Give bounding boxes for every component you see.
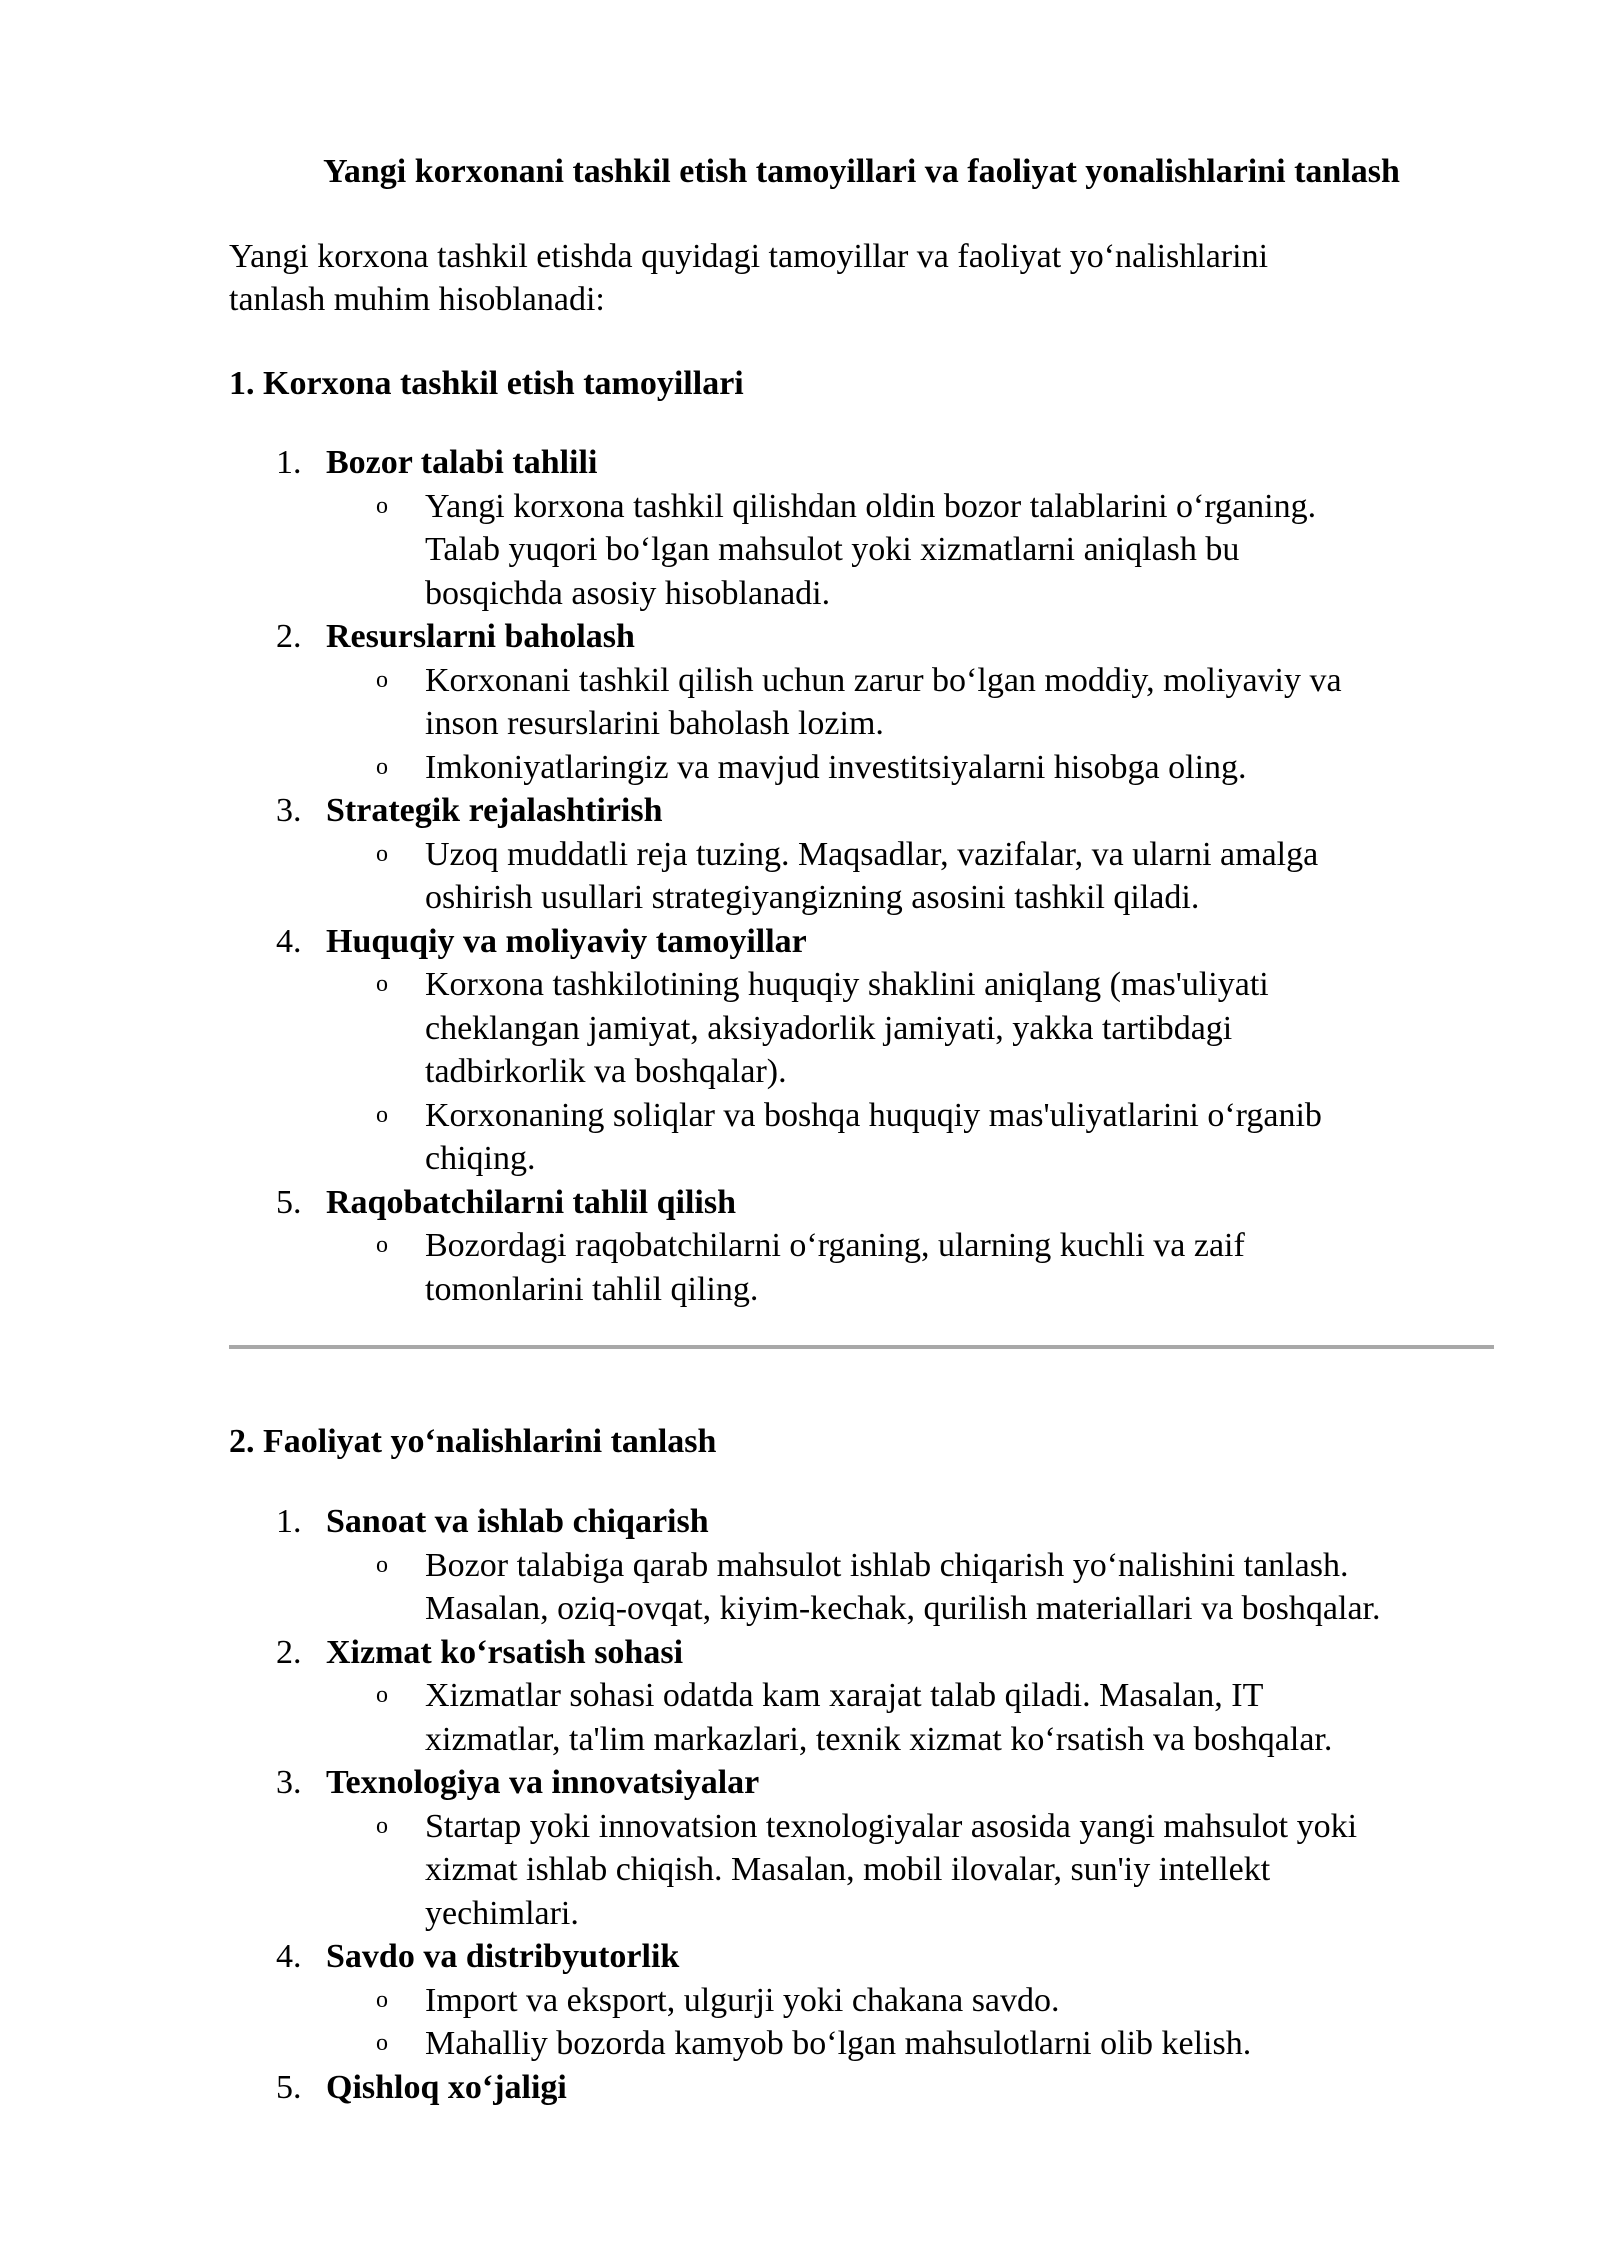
principles-list	[229, 441, 1494, 1311]
sub-bullet-text	[425, 833, 1494, 920]
sub-bullet-text	[425, 746, 1494, 790]
sub-bullet-line: xizmatlar, ta'lim markazlari, texnik xizmat ko‘rsatish va boshqalar.	[425, 1720, 1333, 1758]
sub-bullet-line: Xizmatlar sohasi odatda kam xarajat talab qiladi. Masalan, IT	[425, 1677, 1264, 1714]
bullet-marker-icon: o	[376, 971, 388, 997]
bullet-marker-icon: o	[376, 1232, 388, 1258]
list-item-number: 3.	[276, 1764, 302, 1801]
sub-bullet-line: yechimlari.	[425, 1894, 579, 1932]
list-item-header	[229, 615, 1494, 659]
bullet-marker-icon: o	[376, 666, 388, 693]
sub-bullet	[229, 1094, 1494, 1181]
list-item-number: 3.	[276, 792, 302, 829]
list-item-title: Sanoat va ishlab chiqarish	[326, 1503, 709, 1540]
bullet-marker-icon: o	[376, 1682, 388, 1708]
sub-bullet-line: Imkoniyatlaringiz va mavjud investitsiyalarni hisobga oling.	[425, 748, 1247, 786]
list-item-number: 1.	[276, 444, 302, 481]
sub-bullet-line: Talab yuqori bo‘lgan mahsulot yoki xizmatlarni aniqlash bu	[425, 531, 1240, 568]
list-item-header	[229, 789, 1494, 833]
list-item	[229, 920, 1494, 1181]
list-item-number: 4.	[276, 1938, 302, 1975]
sub-bullet-line: Korxona tashkilotining huquqiy shaklini aniqlang (mas'uliyati	[425, 966, 1269, 1003]
list-item-title: Texnologiya va innovatsiyalar	[326, 1764, 760, 1801]
bullet-marker-icon: o	[376, 1101, 388, 1128]
sub-bullet-line: Bozor talabiga qarab mahsulot ishlab chiqarish yo‘nalishini tanlash.	[425, 1546, 1349, 1584]
list-item	[229, 1181, 1494, 1312]
sub-bullet	[229, 746, 1494, 790]
sub-bullet-line: Masalan, oziq-ovqat, kiyim-kechak, qurilish materiallari va boshqalar.	[425, 1590, 1381, 1627]
sub-bullet-line: chiqing.	[425, 1140, 536, 1177]
sub-bullet-line: tadbirkorlik va boshqalar).	[425, 1053, 787, 1090]
horizontal-divider	[229, 1345, 1494, 1349]
sub-bullet	[229, 659, 1494, 746]
list-item-header	[229, 1761, 1494, 1805]
list-item-number: 5.	[276, 2068, 302, 2106]
list-item	[229, 615, 1494, 789]
sub-bullet-line: xizmat ishlab chiqish. Masalan, mobil ilovalar, sun'iy intellekt	[425, 1851, 1271, 1888]
list-item-number: 1.	[276, 1503, 302, 1540]
sub-bullet-line: Korxonani tashkil qilish uchun zarur bo‘lgan moddiy, moliyaviy va	[425, 661, 1342, 699]
list-item-title: Qishloq xo‘jaligi	[326, 2068, 567, 2106]
sub-bullet-line: inson resurslarini baholash lozim.	[425, 705, 884, 742]
list-item	[229, 1500, 1494, 1631]
sub-bullet	[229, 833, 1494, 920]
list-item-title: Raqobatchilarni tahlil qilish	[326, 1183, 736, 1221]
intro-line: tanlash muhim hisoblanadi:	[229, 281, 605, 318]
list-item	[229, 1761, 1494, 1935]
sub-bullet	[229, 1544, 1494, 1631]
sub-bullet	[229, 1805, 1494, 1936]
sub-bullet-line: Import va eksport, ulgurji yoki chakana savdo.	[425, 1981, 1060, 2019]
sub-bullet-text	[425, 485, 1494, 616]
section-heading-principles: 1. Korxona tashkil etish tamoyillari	[229, 365, 744, 402]
sub-bullet-line: Mahalliy bozorda kamyob bo‘lgan mahsulotlarni olib kelish.	[425, 2025, 1252, 2062]
section-heading-directions: 2. Faoliyat yo‘nalishlarini tanlash	[229, 1423, 717, 1460]
sub-bullet	[229, 1224, 1494, 1311]
sub-bullet-line: tomonlarini tahlil qiling.	[425, 1270, 759, 1308]
list-item-title: Huquqiy va moliyaviy tamoyillar	[326, 922, 807, 960]
list-item-header	[229, 2066, 1494, 2110]
sub-bullet-line: Uzoq muddatli reja tuzing. Maqsadlar, vazifalar, va ularni amalga	[425, 835, 1319, 873]
bullet-marker-icon: o	[376, 2030, 388, 2056]
bullet-marker-icon: o	[376, 840, 388, 867]
list-item	[229, 2066, 1494, 2110]
list-item-header	[229, 920, 1494, 964]
list-item-header	[229, 1500, 1494, 1544]
sub-bullet-line: Startap yoki innovatsion texnologiyalar asosida yangi mahsulot yoki	[425, 1807, 1358, 1845]
list-item-header	[229, 1181, 1494, 1225]
intro-paragraph	[229, 235, 1494, 321]
list-item-header	[229, 441, 1494, 485]
list-item-title: Bozor talabi tahlili	[326, 444, 598, 481]
sub-bullet-text	[425, 1224, 1494, 1311]
list-item	[229, 789, 1494, 920]
list-item	[229, 1631, 1494, 1762]
sub-bullet	[229, 485, 1494, 616]
sub-bullet	[229, 1979, 1494, 2023]
list-item	[229, 1935, 1494, 2066]
sub-bullet	[229, 963, 1494, 1094]
intro-line: Yangi korxona tashkil etishda quyidagi tamoyillar va faoliyat yo‘nalishlarini	[229, 238, 1269, 275]
bullet-marker-icon: o	[376, 1812, 388, 1839]
sub-bullet-text	[425, 659, 1494, 746]
bullet-marker-icon: o	[376, 753, 388, 780]
sub-bullet-text	[425, 1674, 1494, 1761]
sub-bullet-text	[425, 1805, 1494, 1936]
list-item-header	[229, 1631, 1494, 1675]
sub-bullet	[229, 2022, 1494, 2066]
directions-list	[229, 1500, 1494, 2109]
list-item-title: Strategik rejalashtirish	[326, 792, 663, 829]
list-item-header	[229, 1935, 1494, 1979]
sub-bullet-line: Bozordagi raqobatchilarni o‘rganing, ularning kuchli va zaif	[425, 1227, 1245, 1264]
list-item-number: 4.	[276, 922, 302, 960]
sub-bullet-line: oshirish usullari strategiyangizning asosini tashkil qiladi.	[425, 879, 1200, 916]
document-title: Yangi korxonani tashkil etish tamoyillari va faoliyat yonalishlarini tanlash	[323, 153, 1400, 190]
sub-bullet-line: Yangi korxona tashkil qilishdan oldin bozor talablarini o‘rganing.	[425, 487, 1317, 525]
list-item-number: 5.	[276, 1183, 302, 1221]
list-item-number: 2.	[276, 618, 302, 655]
list-item-title: Xizmat ko‘rsatish sohasi	[326, 1633, 684, 1671]
sub-bullet-text	[425, 2022, 1494, 2066]
list-item-title: Savdo va distribyutorlik	[326, 1938, 680, 1975]
bullet-marker-icon: o	[376, 1986, 388, 2013]
sub-bullet-text	[425, 1094, 1494, 1181]
sub-bullet-line: Korxonaning soliqlar va boshqa huquqiy mas'uliyatlarini o‘rganib	[425, 1096, 1322, 1134]
sub-bullet	[229, 1674, 1494, 1761]
sub-bullet-text	[425, 1979, 1494, 2023]
bullet-marker-icon: o	[376, 492, 388, 519]
sub-bullet-line: cheklangan jamiyat, aksiyadorlik jamiyati, yakka tartibdagi	[425, 1009, 1233, 1047]
list-item-title: Resurslarni baholash	[326, 618, 635, 655]
list-item	[229, 441, 1494, 615]
list-item-number: 2.	[276, 1633, 302, 1671]
bullet-marker-icon: o	[376, 1551, 388, 1578]
sub-bullet-line: bosqichda asosiy hisoblanadi.	[425, 574, 831, 612]
sub-bullet-text	[425, 1544, 1494, 1631]
sub-bullet-text	[425, 963, 1494, 1094]
